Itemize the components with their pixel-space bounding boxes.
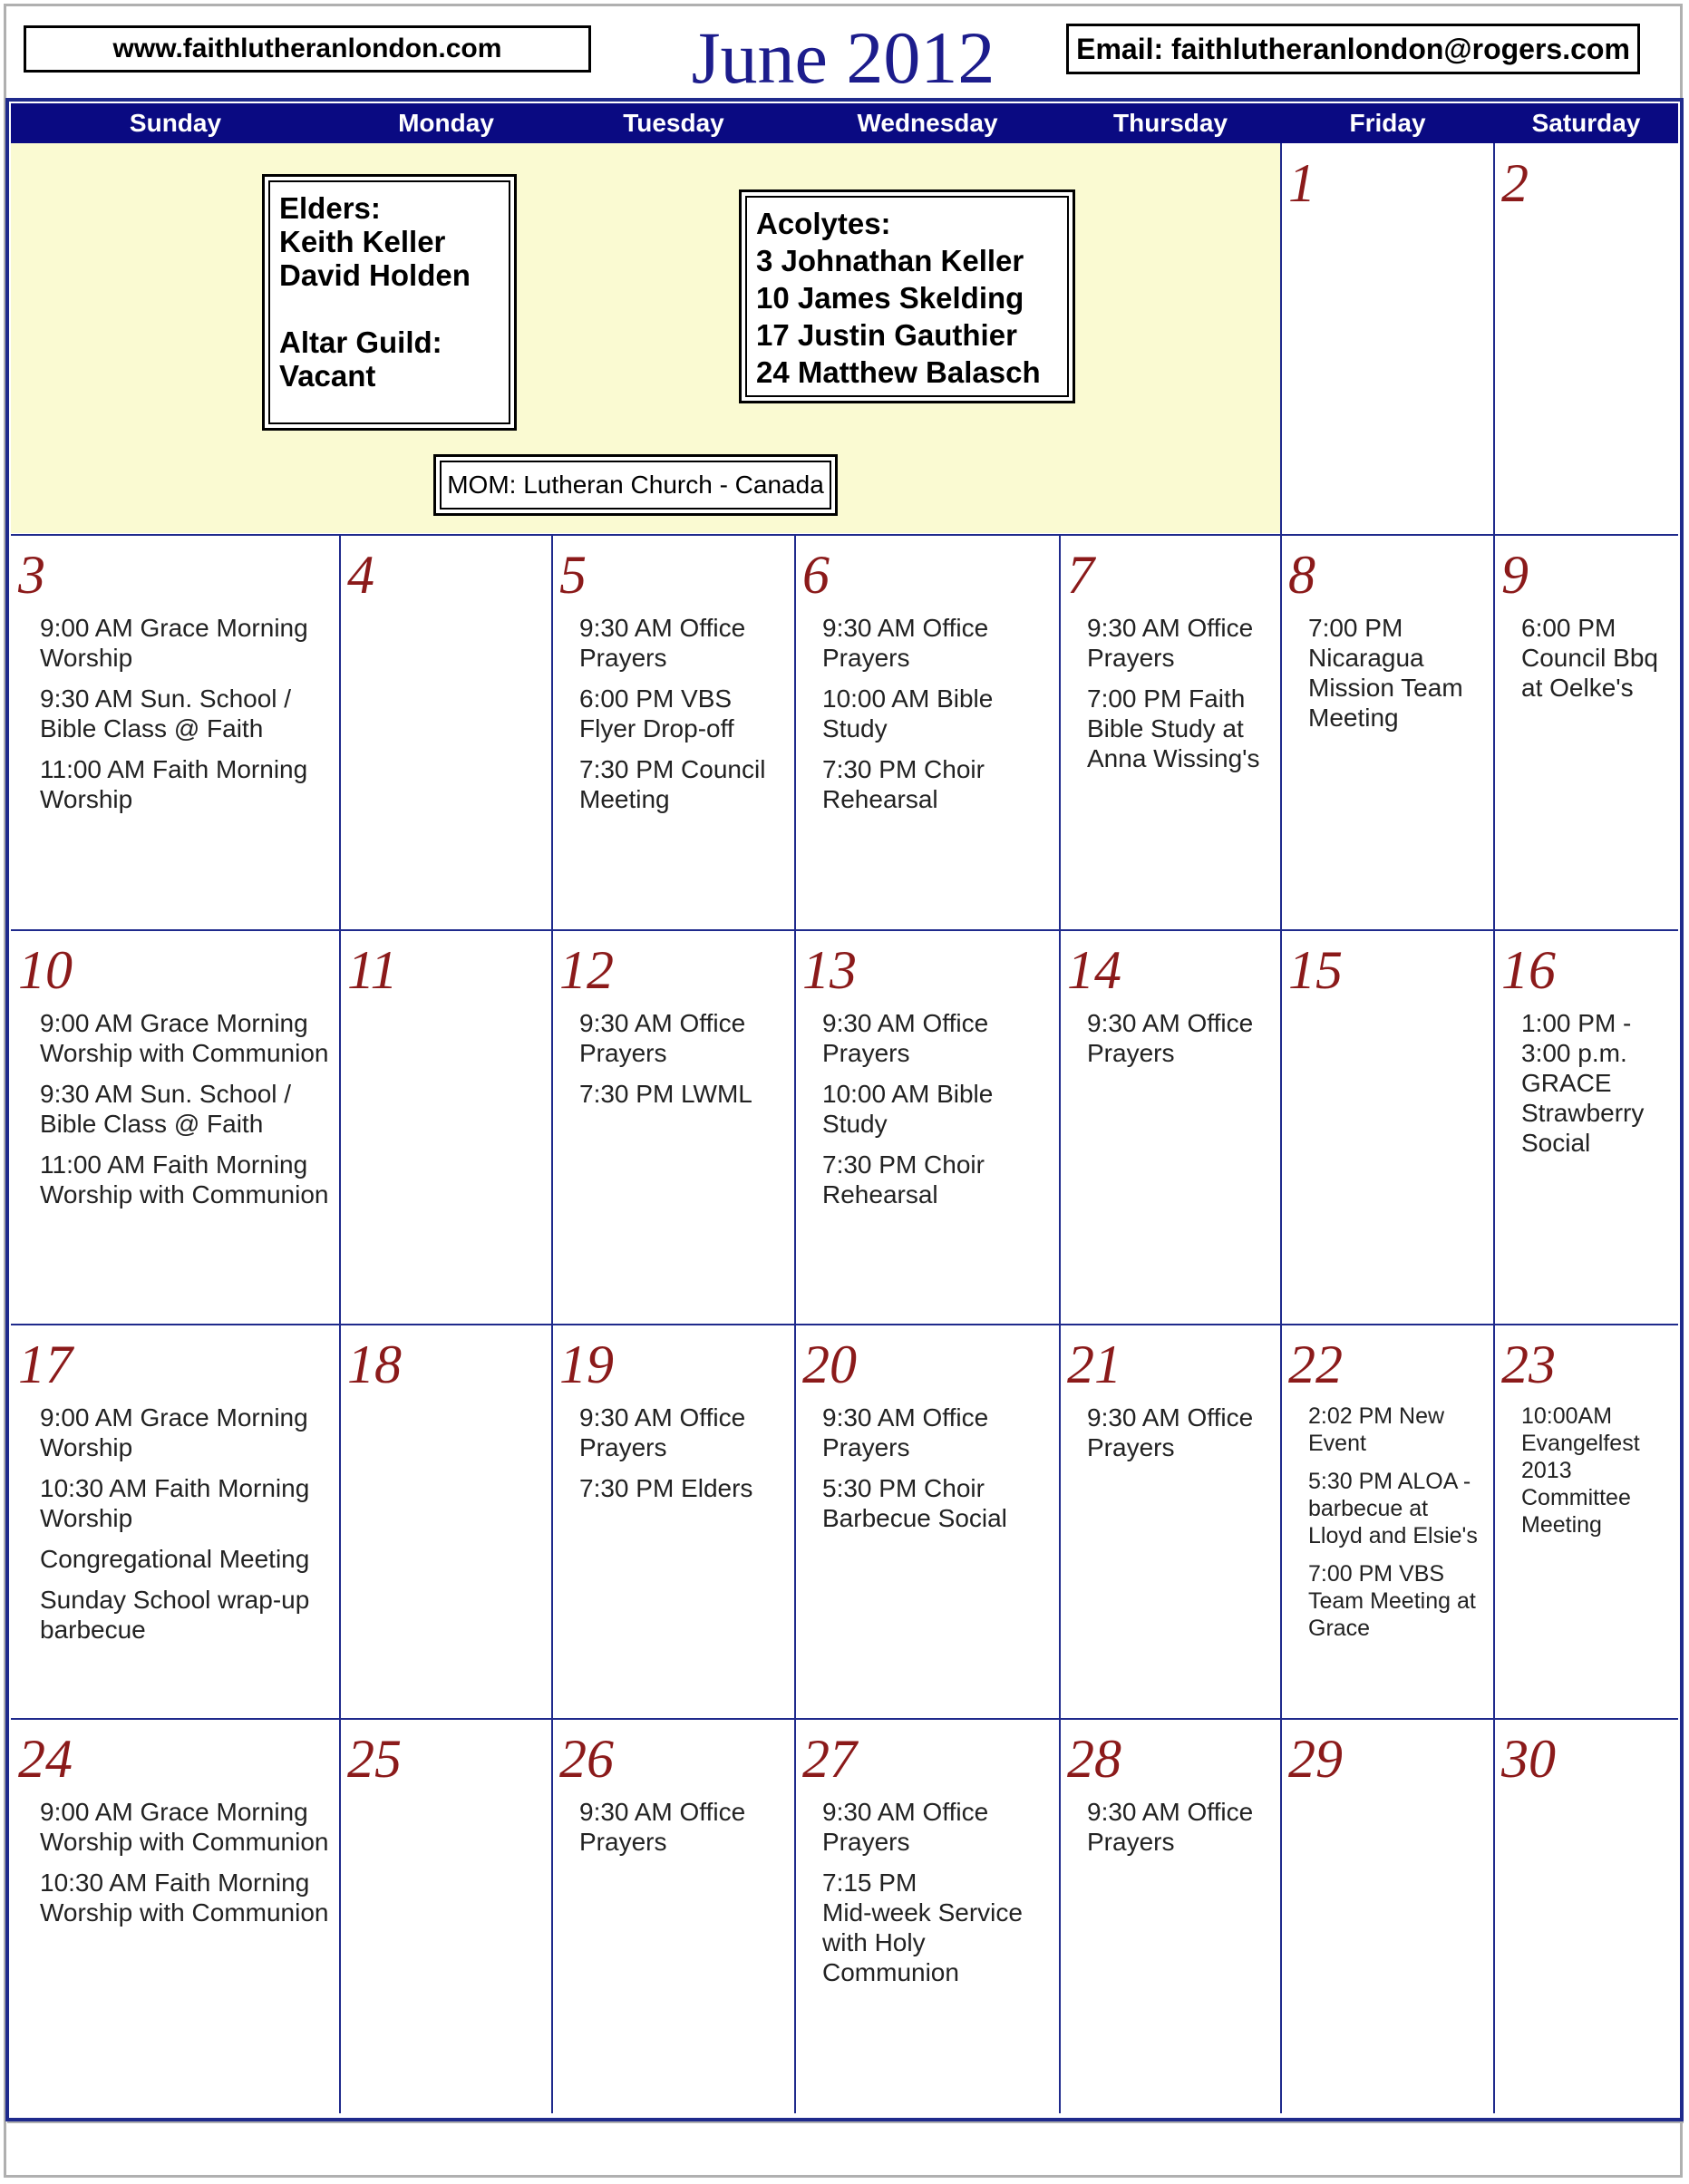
calendar-event[interactable]: 7:00 PM VBS Team Meeting at Grace <box>1308 1561 1476 1641</box>
calendar-event[interactable]: 9:30 AM Sun. School / Bible Class @ Faith <box>40 684 292 743</box>
calendar-event[interactable]: 10:00 AM Bible Study <box>822 1080 994 1138</box>
calendar-event[interactable]: 10:00 AM Bible Study <box>822 684 994 743</box>
day-events <box>1521 1008 1665 1169</box>
day-number: 2 <box>1501 153 1529 213</box>
calendar-event[interactable]: 5:30 PM Choir Barbecue Social <box>822 1474 1007 1532</box>
day-number: 6 <box>802 545 830 605</box>
day-number: 15 <box>1288 940 1343 1000</box>
grid-line <box>11 534 1678 536</box>
calendar-event[interactable]: 9:00 AM Grace Morning Worship with Communion <box>40 1009 329 1067</box>
day-events <box>1087 1008 1268 1079</box>
calendar-event[interactable]: 9:30 AM Office Prayers <box>1087 1798 1254 1856</box>
day-number: 17 <box>18 1335 73 1394</box>
mom-text: MOM: Lutheran Church - Canada <box>447 471 824 499</box>
day-number: 13 <box>802 940 857 1000</box>
calendar-event[interactable]: 9:30 AM Office Prayers <box>1087 1009 1254 1067</box>
acolytes-box <box>739 189 1075 403</box>
calendar-event[interactable]: 11:00 AM Faith Morning Worship <box>40 755 308 813</box>
calendar-event[interactable]: 5:30 PM ALOA - barbecue at Lloyd and Elsie's <box>1308 1469 1478 1548</box>
day-number: 23 <box>1501 1335 1556 1394</box>
day-header-saturday: Saturday <box>1531 109 1641 137</box>
day-number: 27 <box>802 1729 857 1789</box>
calendar-event[interactable]: 9:30 AM Office Prayers <box>822 1798 989 1856</box>
calendar-event[interactable]: 7:30 PM Choir Rehearsal <box>822 1150 985 1208</box>
calendar-event[interactable]: 9:30 AM Office Prayers <box>579 1403 746 1461</box>
grid-line <box>11 929 1678 931</box>
day-header-thursday: Thursday <box>1112 109 1228 137</box>
calendar-event[interactable]: 7:30 PM LWML <box>579 1080 752 1108</box>
day-header-friday: Friday <box>1349 109 1426 137</box>
day-events <box>40 1403 329 1655</box>
calendar-event[interactable]: 9:30 AM Office Prayers <box>1087 1403 1254 1461</box>
calendar-event[interactable]: 7:00 PM Faith Bible Study at Anna Wissing's <box>1087 684 1260 772</box>
day-number: 28 <box>1067 1729 1121 1789</box>
calendar-event[interactable]: 10:30 AM Faith Morning Worship <box>40 1474 310 1532</box>
calendar-event[interactable]: Sunday School wrap-up barbecue <box>40 1586 310 1644</box>
email-box[interactable] <box>1066 24 1640 74</box>
grid-line <box>11 1324 1678 1325</box>
day-events <box>40 1797 329 1938</box>
day-number: 11 <box>347 940 398 1000</box>
email-text[interactable]: Email: faithlutheranlondon@rogers.com <box>1076 32 1630 65</box>
day-events <box>1087 1797 1268 1868</box>
day-events <box>1521 1403 1665 1549</box>
day-events <box>1308 1403 1481 1653</box>
calendar-event[interactable]: 9:00 AM Grace Morning Worship with Communion <box>40 1798 329 1856</box>
calendar-event[interactable]: 6:00 PM VBS Flyer Drop-off <box>579 684 734 743</box>
day-number: 16 <box>1501 940 1556 1000</box>
website-box[interactable] <box>24 25 591 73</box>
day-events <box>822 1008 1047 1220</box>
day-events <box>1087 613 1268 784</box>
day-number: 3 <box>18 545 45 605</box>
day-number: 5 <box>559 545 587 605</box>
day-number: 10 <box>18 940 73 1000</box>
elders-box <box>262 174 517 431</box>
elders-text: Elders: Keith Keller David Holden Altar Guild: Vacant <box>279 191 471 393</box>
day-number: 4 <box>347 545 374 605</box>
calendar-event[interactable]: 10:30 AM Faith Morning Worship with Communion <box>40 1869 329 1927</box>
calendar-event[interactable]: 7:00 PM Nicaragua Mission Team Meeting <box>1308 614 1463 732</box>
day-number: 25 <box>347 1729 402 1789</box>
calendar-event[interactable]: 9:30 AM Office Prayers <box>822 1403 989 1461</box>
day-events <box>1308 613 1481 743</box>
day-number: 26 <box>559 1729 614 1789</box>
day-number: 20 <box>802 1335 857 1394</box>
grid-line <box>794 535 796 2113</box>
grid-line <box>551 535 553 2113</box>
day-header-monday: Monday <box>398 109 494 137</box>
day-number: 14 <box>1067 940 1121 1000</box>
day-header-wednesday: Wednesday <box>857 109 998 137</box>
day-number: 21 <box>1067 1335 1121 1394</box>
day-events <box>822 1403 1047 1544</box>
calendar-event[interactable]: 9:00 AM Grace Morning Worship <box>40 614 308 672</box>
calendar-event[interactable]: 11:00 AM Faith Morning Worship with Communion <box>40 1150 329 1208</box>
day-number: 19 <box>559 1335 614 1394</box>
calendar-event[interactable]: 1:00 PM - 3:00 p.m. GRACE Strawberry Social <box>1521 1009 1645 1157</box>
day-events <box>822 1797 1047 1998</box>
grid-line <box>339 535 341 2113</box>
grid-line <box>11 1718 1678 1720</box>
day-number: 7 <box>1067 545 1094 605</box>
calendar-event[interactable]: 6:00 PM Council Bbq at Oelke's <box>1521 614 1658 702</box>
day-number: 9 <box>1501 545 1529 605</box>
day-number: 22 <box>1288 1335 1343 1394</box>
calendar-event[interactable]: 9:30 AM Office Prayers <box>579 1009 746 1067</box>
calendar-event[interactable]: 9:30 AM Office Prayers <box>579 1798 746 1856</box>
calendar-event[interactable]: 7:30 PM Elders <box>579 1474 753 1502</box>
day-number: 30 <box>1501 1729 1556 1789</box>
website-text[interactable]: www.faithlutheranlondon.com <box>112 34 502 63</box>
calendar-event[interactable]: Congregational Meeting <box>40 1545 310 1573</box>
day-number: 18 <box>347 1335 402 1394</box>
day-number: 12 <box>559 940 614 1000</box>
day-header-tuesday: Tuesday <box>623 109 724 137</box>
calendar-event[interactable]: 7:30 PM Council Meeting <box>579 755 766 813</box>
calendar-event[interactable]: 9:30 AM Office Prayers <box>579 614 746 672</box>
calendar-event[interactable]: 7:30 PM Choir Rehearsal <box>822 755 985 813</box>
day-events <box>579 1008 782 1120</box>
day-number: 8 <box>1288 545 1315 605</box>
calendar-event[interactable]: 10:00AM Evangelfest 2013 Committee Meeting <box>1521 1403 1640 1538</box>
day-events <box>40 1008 329 1220</box>
calendar-event[interactable]: 7:15 PM Mid-week Service with Holy Communion <box>822 1869 1023 1986</box>
calendar-title: June 2012 <box>691 16 995 99</box>
acolytes-text: Acolytes: 3 Johnathan Keller 10 James Skelding 17 Justin Gauthier 24 Matthew Balasch <box>756 207 1041 389</box>
grid-line <box>1493 143 1495 2113</box>
day-events <box>40 613 329 825</box>
day-events <box>579 1403 782 1514</box>
calendar-event[interactable]: 9:30 AM Office Prayers <box>822 1009 989 1067</box>
day-events <box>1521 613 1665 713</box>
day-number: 24 <box>18 1729 73 1789</box>
day-header-sunday: Sunday <box>129 109 222 137</box>
grid-line <box>1059 535 1061 2113</box>
calendar-event[interactable]: 9:30 AM Office Prayers <box>1087 614 1254 672</box>
calendar-event[interactable]: 9:30 AM Sun. School / Bible Class @ Faith <box>40 1080 292 1138</box>
grid-line <box>1280 143 1282 2113</box>
day-number: 1 <box>1288 153 1315 213</box>
day-events <box>1087 1403 1268 1473</box>
mom-box <box>433 454 838 516</box>
day-events <box>579 613 782 825</box>
calendar-event[interactable]: 2:02 PM New Event <box>1308 1403 1445 1456</box>
footer-line <box>7 2121 1684 2123</box>
calendar-event[interactable]: 9:30 AM Office Prayers <box>822 614 989 672</box>
day-events <box>822 613 1047 825</box>
calendar-event[interactable]: 9:00 AM Grace Morning Worship <box>40 1403 308 1461</box>
day-number: 29 <box>1288 1729 1343 1789</box>
day-events <box>579 1797 782 1868</box>
